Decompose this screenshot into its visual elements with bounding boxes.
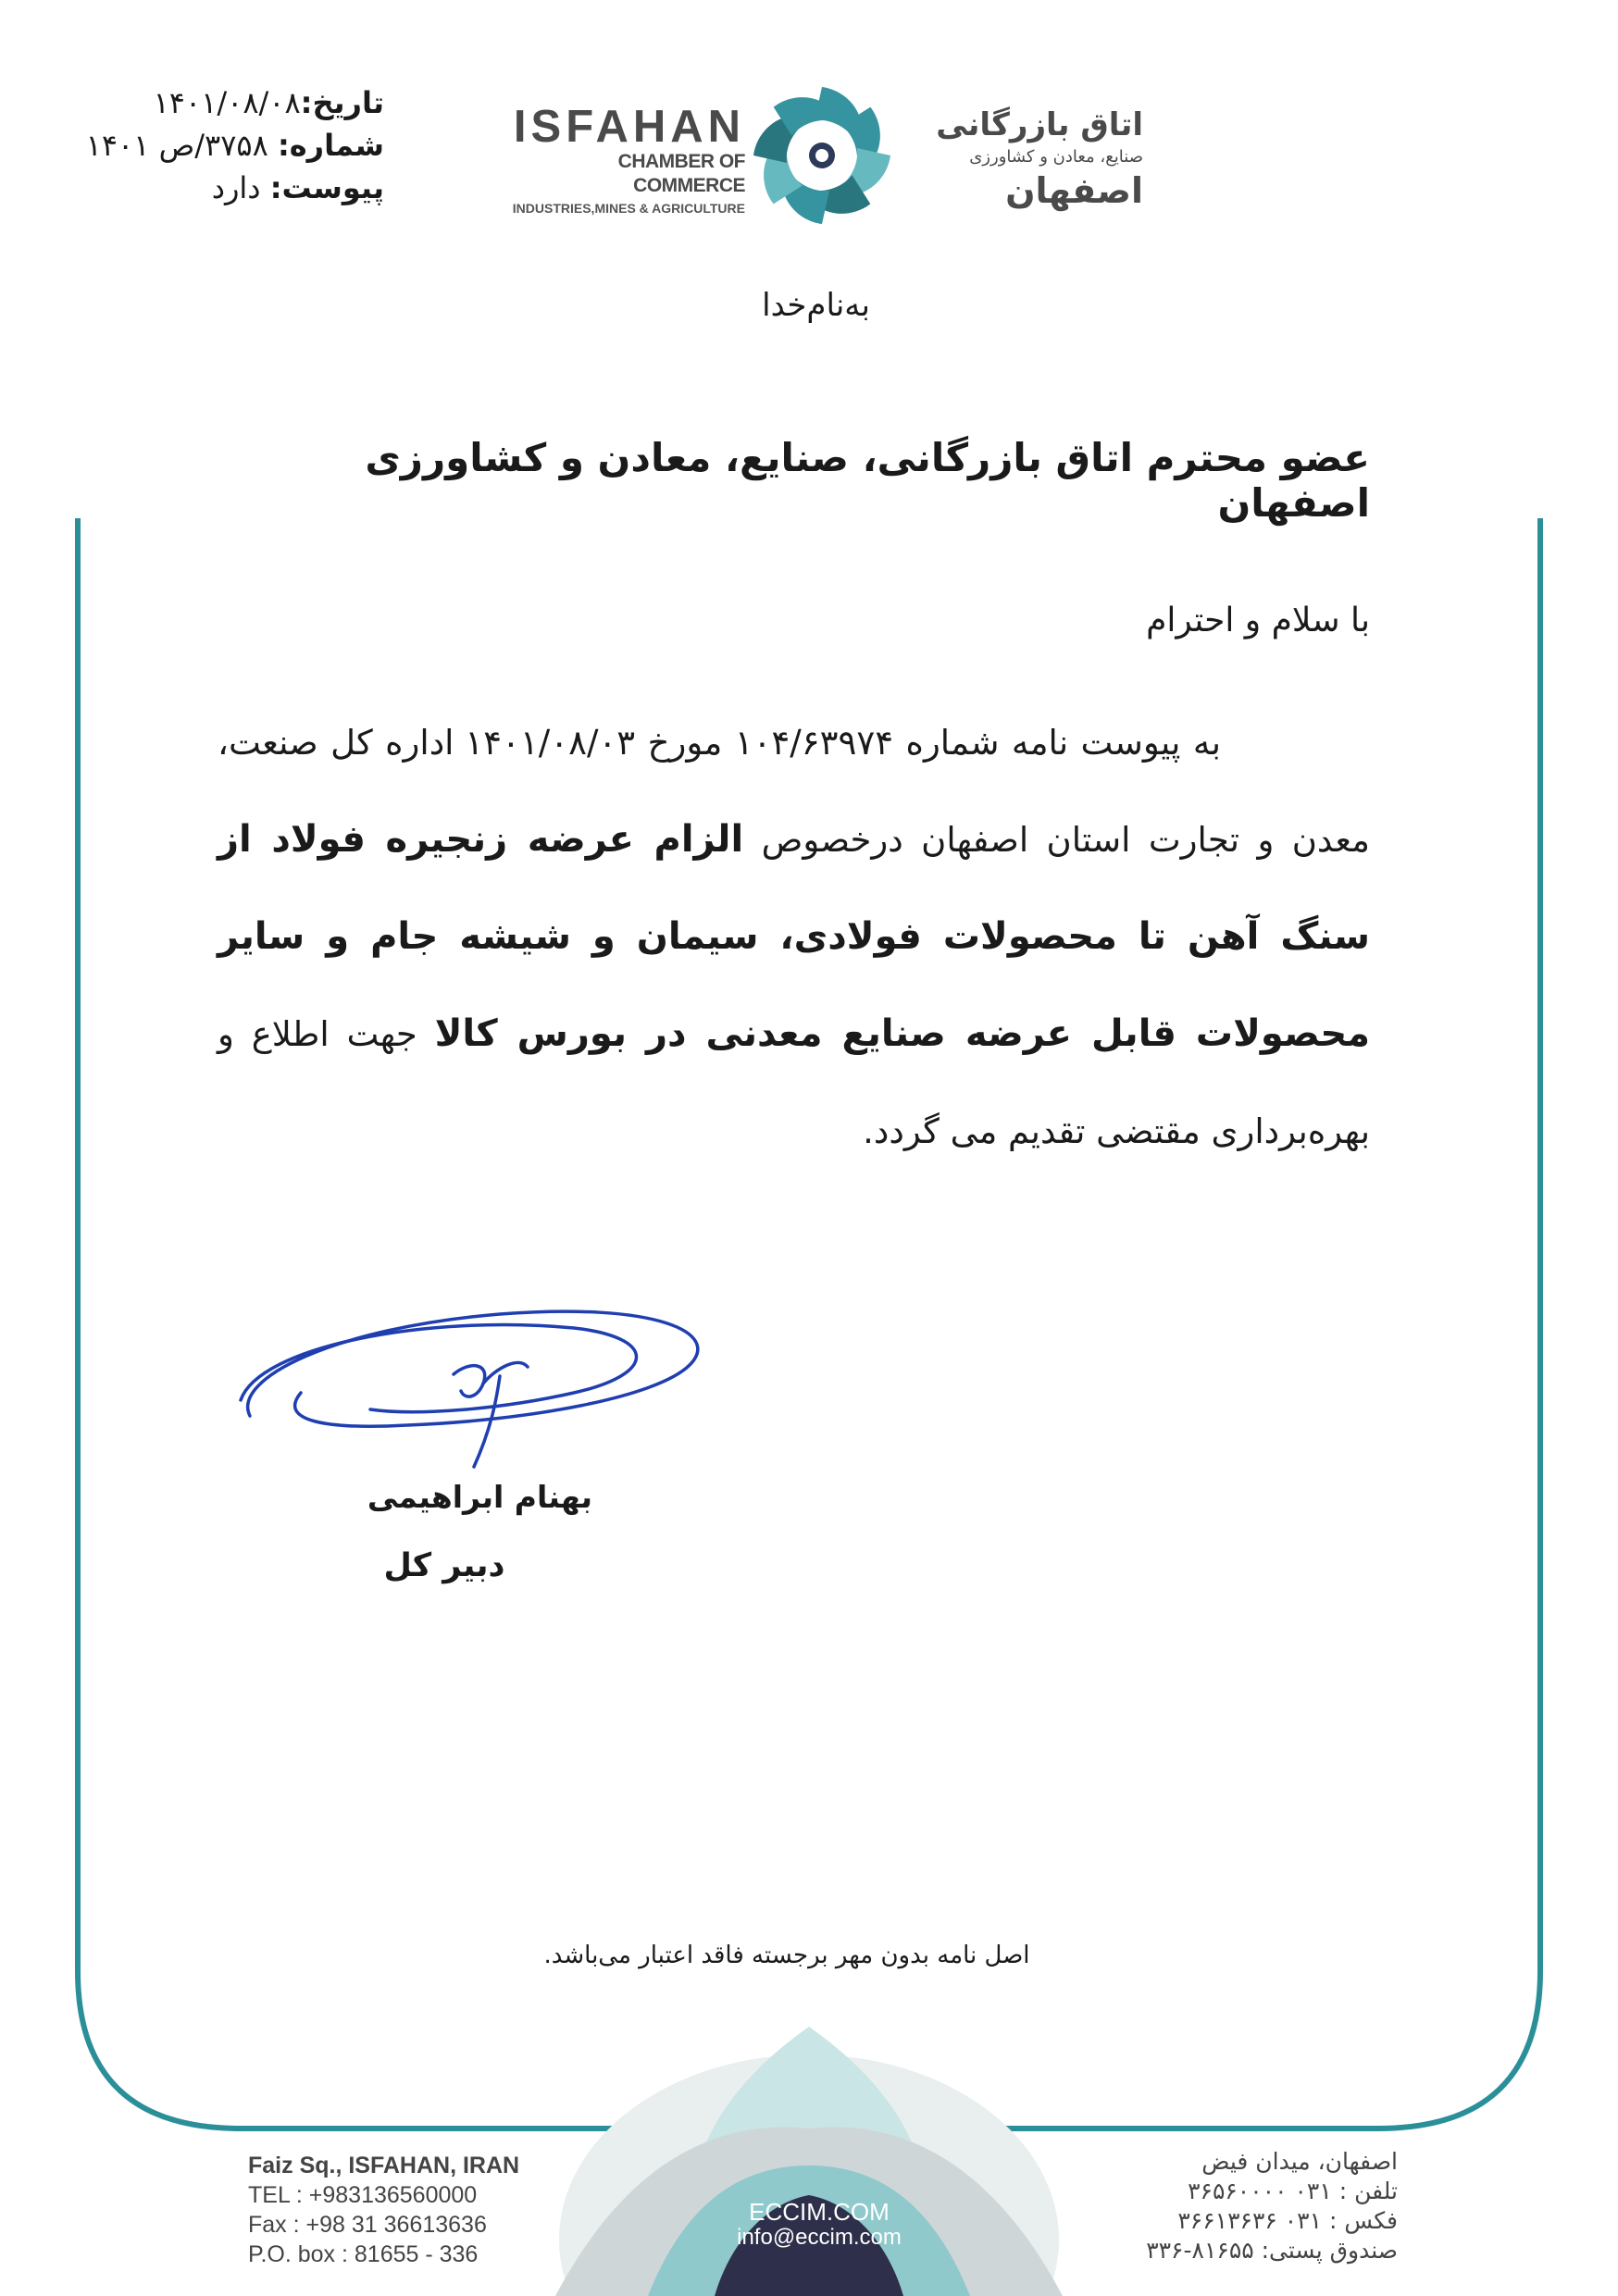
signer-name: بهنام ابراهیمی [367,1479,592,1515]
body-bold: الزام عرضه زنجیره فولاد از سنگ آهن تا محصولات فولادی، سیمان و شیشه جام و سایر محصولات قابل عرضه صنایع معدنی در بورس کالا [218,818,1370,1055]
letter-body [218,694,1370,1180]
logo-english-text [504,104,745,218]
logo-fa-line3: اصفهان [1005,170,1143,211]
validity-notice: اصل نامه بدون مهر برجسته فاقد اعتبار می‌باشد. [543,1942,1030,1969]
logo-en-line1: ISFAHAN [513,102,745,152]
chamber-logo-icon [748,81,896,230]
footer-lotus-ornament [555,2027,1063,2296]
logo-persian-text [898,104,1143,213]
signature-scribble [222,1291,713,1476]
logo-en-line2: CHAMBER OF COMMERCE [617,151,745,196]
footer-en-fax: Fax : +98 31 36613636 [248,2212,487,2238]
attachment-line [65,167,384,209]
number-line [65,124,384,167]
attachment-value: دارد [211,170,261,205]
body-part2: جهت اطلاع و بهره‌برداری مقتضی تقدیم می گردد. [218,1014,1370,1151]
footer-fa-pobox: صندوق پستی: ۸۱۶۵۵-۳۳۶ [1146,2237,1398,2264]
greeting: با سلام و احترام [1146,602,1370,639]
signer-title: دبیر کل [383,1547,505,1584]
logo-en-line3: INDUSTRIES,MINES & AGRICULTURE [512,201,745,216]
footer-web-contact [708,2199,930,2251]
logo-fa-line1: اتاق بازرگانی [936,106,1143,143]
date-line [65,81,384,124]
body-part1: به پیوست نامه شماره ۱۰۴/۶۳۹۷۴ مورخ ۱۴۰۱/۰۸/۰۳ اداره کل صنعت، معدن و تجارت استان اصفهان درخصوص [218,723,1371,860]
date-label: تاریخ: [300,85,384,120]
footer-en-address: Faiz Sq., ISFAHAN, IRAN [248,2153,520,2178]
addressee: عضو محترم اتاق بازرگانی، صنایع، معادن و کشاورزی اصفهان [365,435,1370,526]
letter-meta [65,81,384,209]
footer-email[interactable]: info@eccim.com [737,2225,902,2250]
footer-en-pobox: P.O. box : 81655 - 336 [248,2241,479,2267]
footer-english-contact [248,2151,554,2269]
footer-fa-fax: فکس : ۰۳۱ ۳۶۶۱۳۶۳۶ [1177,2207,1398,2234]
logo-fa-line2: صنایع، معادن و کشاورزی [969,147,1143,167]
footer-en-tel: TEL : +983136560000 [248,2182,478,2208]
bismillah: به‌نام‌خدا [762,287,870,324]
attachment-label: پیوست: [269,170,384,205]
footer-fa-address: اصفهان، میدان فیض [1201,2148,1398,2175]
footer-fa-tel: تلفن : ۰۳۱ ۳۶۵۶۰۰۰۰ [1188,2178,1398,2204]
footer-website[interactable]: ECCIM.COM [749,2198,890,2226]
date-value: ۱۴۰۱/۰۸/۰۸ [153,85,301,120]
footer-persian-contact [1101,2147,1398,2265]
number-label: شماره: [277,128,384,163]
number-value: ۳۷۵۸/ص ۱۴۰۱ [85,128,268,163]
